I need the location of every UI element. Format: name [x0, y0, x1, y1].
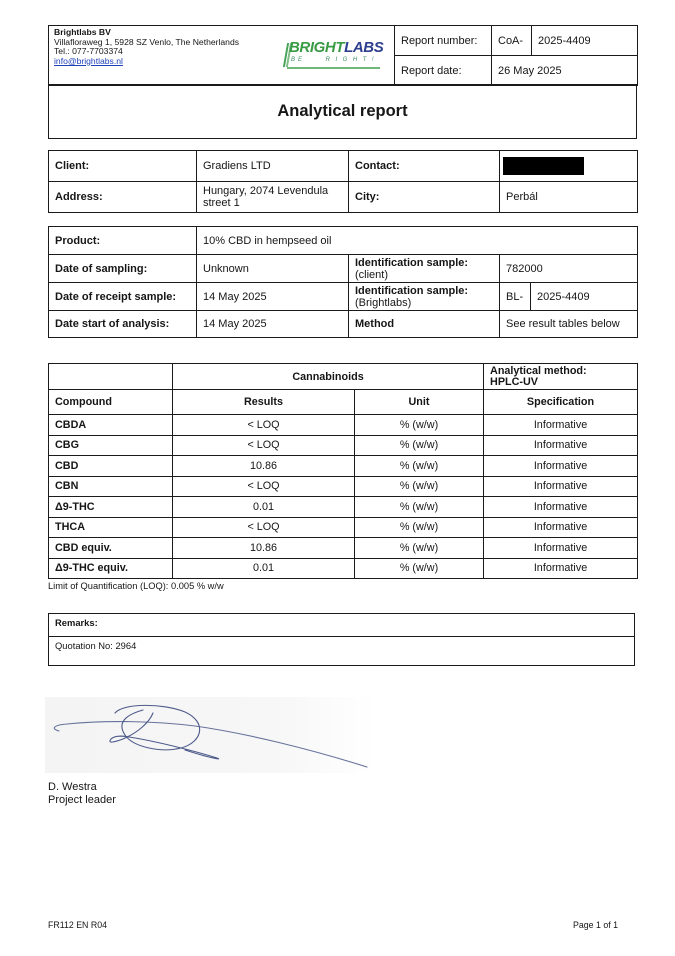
analytical-method [484, 364, 638, 390]
city-value: Perbál [500, 182, 638, 213]
logo-underline [287, 67, 380, 69]
sampling-date-label: Date of sampling: [49, 255, 197, 283]
address-value: Hungary, 2074 Levendula street 1 [197, 182, 349, 213]
logo-tagline-left: BE [291, 57, 306, 63]
analytical-method-value: HPLC-UV [490, 376, 539, 388]
method-label: Method [349, 311, 500, 338]
specification-value: Informative [484, 415, 638, 436]
compound-name: CBDA [49, 415, 173, 436]
city-label: City: [349, 182, 500, 213]
id-client-label-main: Identification sample: [355, 256, 469, 269]
receipt-date-value: 14 May 2025 [197, 283, 349, 311]
id-lab-label-sub: (Brightlabs) [355, 296, 412, 309]
page-number: Page 1 of 1 [573, 920, 618, 930]
logo-wordmark [289, 40, 383, 56]
id-client-label [349, 255, 500, 283]
specification-value: Informative [484, 435, 638, 456]
specification-value: Informative [484, 497, 638, 518]
product-label: Product: [49, 227, 197, 255]
column-header-unit: Unit [355, 390, 484, 415]
client-label: Client: [49, 151, 197, 182]
unit-value: % (w/w) [355, 435, 484, 456]
report-date-label: Report date: [395, 56, 492, 86]
brightlabs-logo [283, 38, 383, 72]
client-value: Gradiens LTD [197, 151, 349, 182]
id-client-value: 782000 [500, 255, 638, 283]
company-phone: Tel.: 077-7703374 [54, 46, 123, 57]
table-row [49, 476, 638, 497]
compound-name: CBD equiv. [49, 538, 173, 559]
compound-name: Δ9-THC [49, 497, 173, 518]
results-group-title: Cannabinoids [173, 364, 484, 390]
id-client-label-sub: (client) [355, 268, 389, 281]
column-header-compound: Compound [49, 390, 173, 415]
results-corner-cell [49, 364, 173, 390]
result-value: 0.01 [173, 497, 355, 518]
compound-name: Δ9-THC equiv. [49, 558, 173, 579]
company-info [49, 26, 275, 86]
result-value: 0.01 [173, 558, 355, 579]
remarks-text: Quotation No: 2964 [49, 637, 635, 666]
id-lab-label [349, 283, 500, 311]
specification-value: Informative [484, 456, 638, 477]
compound-name: CBD [49, 456, 173, 477]
table-row [49, 517, 638, 538]
signer-name: D. Westra [48, 781, 97, 793]
report-number-value: 2025-4409 [532, 26, 638, 56]
form-code: FR112 EN R04 [48, 920, 107, 930]
product-table [48, 226, 638, 338]
specification-value: Informative [484, 517, 638, 538]
table-row [49, 497, 638, 518]
address-label: Address: [49, 182, 197, 213]
unit-value: % (w/w) [355, 497, 484, 518]
id-lab-value: 2025-4409 [531, 283, 638, 311]
result-value: < LOQ [173, 476, 355, 497]
report-number-label: Report number: [395, 26, 492, 56]
contact-value [500, 151, 638, 182]
compound-name: THCA [49, 517, 173, 538]
analytical-method-label: Analytical method: [490, 364, 587, 377]
column-header-specification: Specification [484, 390, 638, 415]
unit-value: % (w/w) [355, 558, 484, 579]
result-value: < LOQ [173, 435, 355, 456]
signature-scribble-icon [45, 697, 375, 773]
signature-image [45, 697, 375, 773]
report-number-prefix: CoA- [492, 26, 532, 56]
redacted-contact-box [503, 157, 584, 175]
results-table [48, 363, 638, 579]
result-value: < LOQ [173, 415, 355, 436]
receipt-date-label: Date of receipt sample: [49, 283, 197, 311]
page-title: Analytical report [48, 84, 637, 139]
unit-value: % (w/w) [355, 517, 484, 538]
client-table [48, 150, 638, 213]
column-header-results: Results [173, 390, 355, 415]
specification-value: Informative [484, 538, 638, 559]
result-value: < LOQ [173, 517, 355, 538]
signer-block [48, 781, 116, 807]
unit-value: % (w/w) [355, 538, 484, 559]
id-lab-label-main: Identification sample: [355, 284, 469, 297]
id-lab-prefix: BL- [500, 283, 531, 311]
unit-value: % (w/w) [355, 456, 484, 477]
table-row [49, 558, 638, 579]
remarks-label: Remarks: [49, 614, 635, 637]
analysis-start-value: 14 May 2025 [197, 311, 349, 338]
table-row [49, 456, 638, 477]
unit-value: % (w/w) [355, 476, 484, 497]
sampling-date-value: Unknown [197, 255, 349, 283]
loq-note: Limit of Quantification (LOQ): 0.005 % w/w [48, 581, 224, 591]
result-value: 10.86 [173, 538, 355, 559]
compound-name: CBG [49, 435, 173, 456]
compound-name: CBN [49, 476, 173, 497]
logo-word-green: BRIGHT [289, 39, 345, 56]
table-row [49, 415, 638, 436]
unit-value: % (w/w) [355, 415, 484, 436]
table-row [49, 538, 638, 559]
product-value: 10% CBD in hempseed oil [197, 227, 638, 255]
company-email-link[interactable]: info@brightlabs.nl [54, 55, 123, 66]
company-address: Villafloraweg 1, 5928 SZ Venlo, The Netherlands [54, 36, 240, 47]
report-date-value: 26 May 2025 [492, 56, 638, 86]
contact-label: Contact: [349, 151, 500, 182]
specification-value: Informative [484, 476, 638, 497]
result-value: 10.86 [173, 456, 355, 477]
specification-value: Informative [484, 558, 638, 579]
method-value: See result tables below [500, 311, 638, 338]
logo-word-blue: LABS [344, 39, 384, 56]
table-row [49, 435, 638, 456]
logo-tagline-right: RIGHT! [325, 57, 379, 63]
remarks-table [48, 613, 635, 666]
signer-role: Project leader [48, 794, 116, 806]
analysis-start-label: Date start of analysis: [49, 311, 197, 338]
company-name: Brightlabs BV [54, 27, 111, 37]
